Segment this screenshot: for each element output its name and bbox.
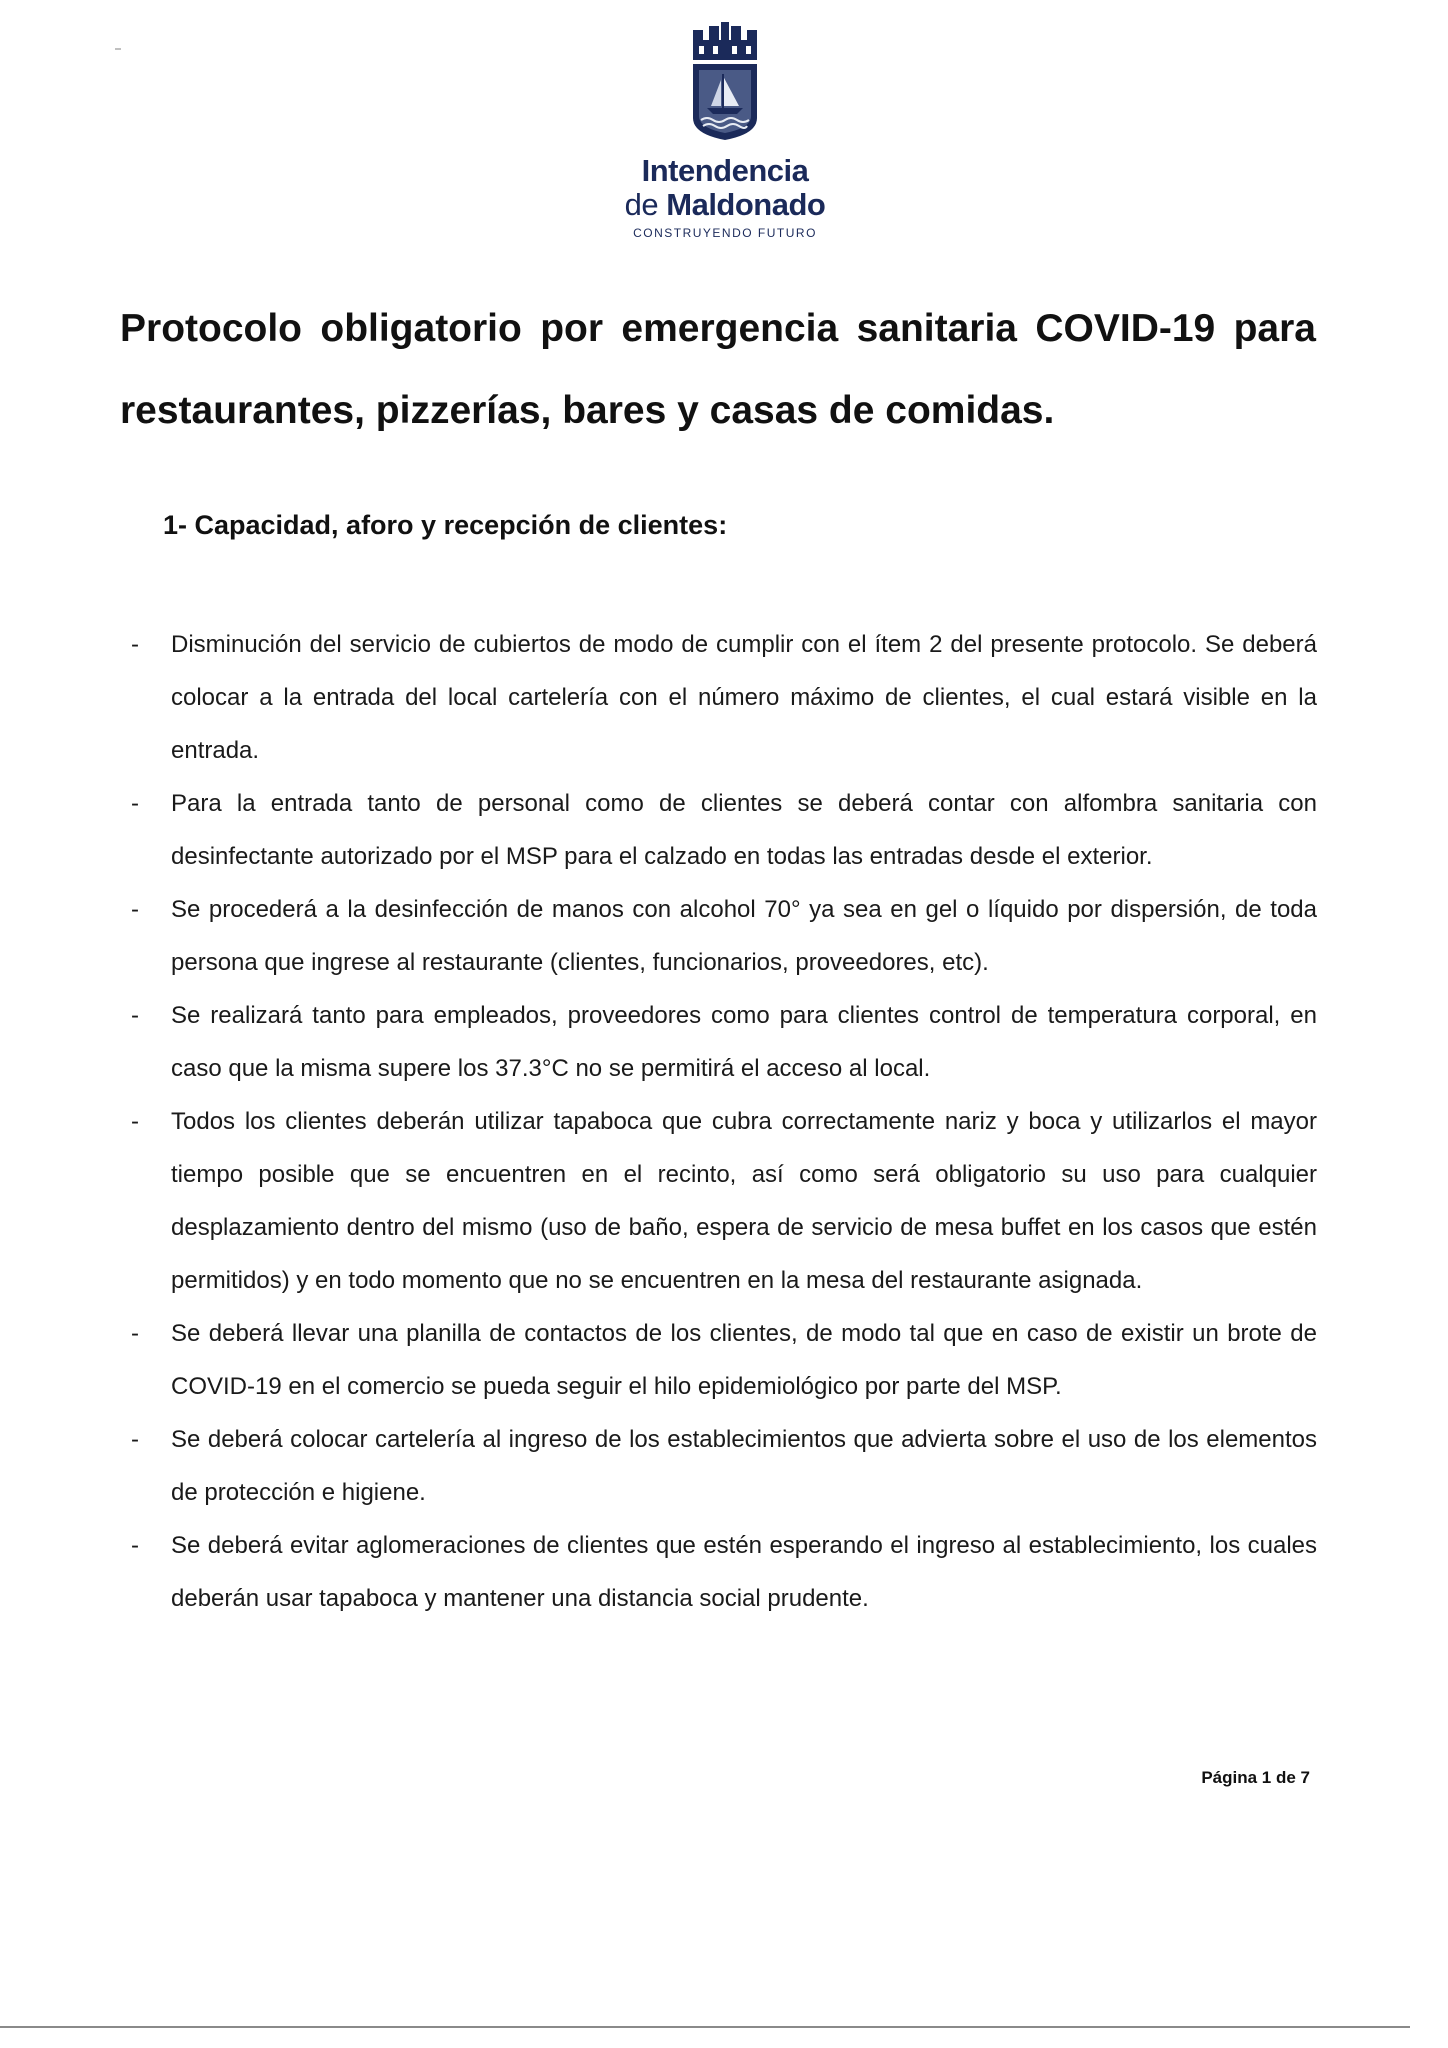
bullet-dash: - bbox=[131, 1426, 139, 1453]
list-item bbox=[125, 1413, 1317, 1519]
section-heading: 1- Capacidad, aforo y recepción de clientes: bbox=[163, 510, 728, 540]
list-item bbox=[125, 1095, 1317, 1307]
org-name-maldonado: Maldonado bbox=[666, 187, 826, 222]
bullet-dash: - bbox=[131, 896, 139, 923]
list-item-text: Para la entrada tanto de personal como de clientes se deberá contar con alfombra sanitaria con desinfectante autorizado por el MSP para el calzado en todas las entradas desde el exterior. bbox=[171, 790, 1317, 870]
document-title: Protocolo obligatorio por emergencia sanitaria COVID-19 para restaurantes, pizzerías, bares y casas de comidas. bbox=[120, 307, 1316, 432]
bullet-dash: - bbox=[131, 1532, 139, 1559]
list-item bbox=[125, 618, 1317, 777]
bullet-dash: - bbox=[131, 1002, 139, 1029]
maldonado-coat-of-arms-icon bbox=[687, 22, 763, 142]
list-item-text: Todos los clientes deberán utilizar tapaboca que cubra correctamente nariz y boca y utilizarlos el mayor tiempo posible que se encuentren en el recinto, así como será obligatorio su uso para cualquier desplazamiento dentro del mismo (uso de baño, espera de servicio de mesa buffet en los casos que estén permitidos) y en todo momento que no se encuentren en la mesa del restaurante asignada. bbox=[171, 1108, 1317, 1294]
org-name-line1: Intendencia bbox=[641, 153, 809, 188]
list-item bbox=[125, 1307, 1317, 1413]
list-item-text: Se deberá evitar aglomeraciones de clientes que estén esperando el ingreso al establecimiento, los cuales deberán usar tapaboca y mantener una distancia social prudente. bbox=[171, 1532, 1317, 1612]
org-tagline: CONSTRUYENDO FUTURO bbox=[633, 226, 817, 240]
bullet-dash: - bbox=[131, 1320, 139, 1347]
list-item bbox=[125, 989, 1317, 1095]
list-item bbox=[125, 1519, 1317, 1625]
letterhead bbox=[560, 22, 890, 240]
scan-artifact bbox=[115, 48, 121, 50]
page-number: Página 1 de 7 bbox=[1201, 1768, 1310, 1787]
org-name-line2 bbox=[560, 188, 890, 222]
org-name-prefix: de bbox=[624, 187, 667, 222]
footer-divider bbox=[0, 2026, 1410, 2028]
list-item-text: Se deberá colocar cartelería al ingreso de los establecimientos que advierta sobre el uso de los elementos de protección e higiene. bbox=[171, 1426, 1317, 1506]
list-item-text: Disminución del servicio de cubiertos de modo de cumplir con el ítem 2 del presente protocolo. Se deberá colocar a la entrada del local cartelería con el número máximo de clientes, el cual estará visible en la entrada. bbox=[171, 631, 1317, 764]
bullet-list bbox=[125, 618, 1317, 1625]
bullet-dash: - bbox=[131, 631, 139, 658]
list-item-text: Se realizará tanto para empleados, proveedores como para clientes control de temperatura corporal, en caso que la misma supere los 37.3°C no se permitirá el acceso al local. bbox=[171, 1002, 1317, 1082]
list-item-text: Se procederá a la desinfección de manos con alcohol 70° ya sea en gel o líquido por dispersión, de toda persona que ingrese al restaurante (clientes, funcionarios, proveedores, etc). bbox=[171, 896, 1317, 976]
list-item bbox=[125, 777, 1317, 883]
bullet-dash: - bbox=[131, 790, 139, 817]
list-item-text: Se deberá llevar una planilla de contactos de los clientes, de modo tal que en caso de existir un brote de COVID-19 en el comercio se pueda seguir el hilo epidemiológico por parte del MSP. bbox=[171, 1320, 1317, 1400]
list-item bbox=[125, 883, 1317, 989]
bullet-dash: - bbox=[131, 1108, 139, 1135]
